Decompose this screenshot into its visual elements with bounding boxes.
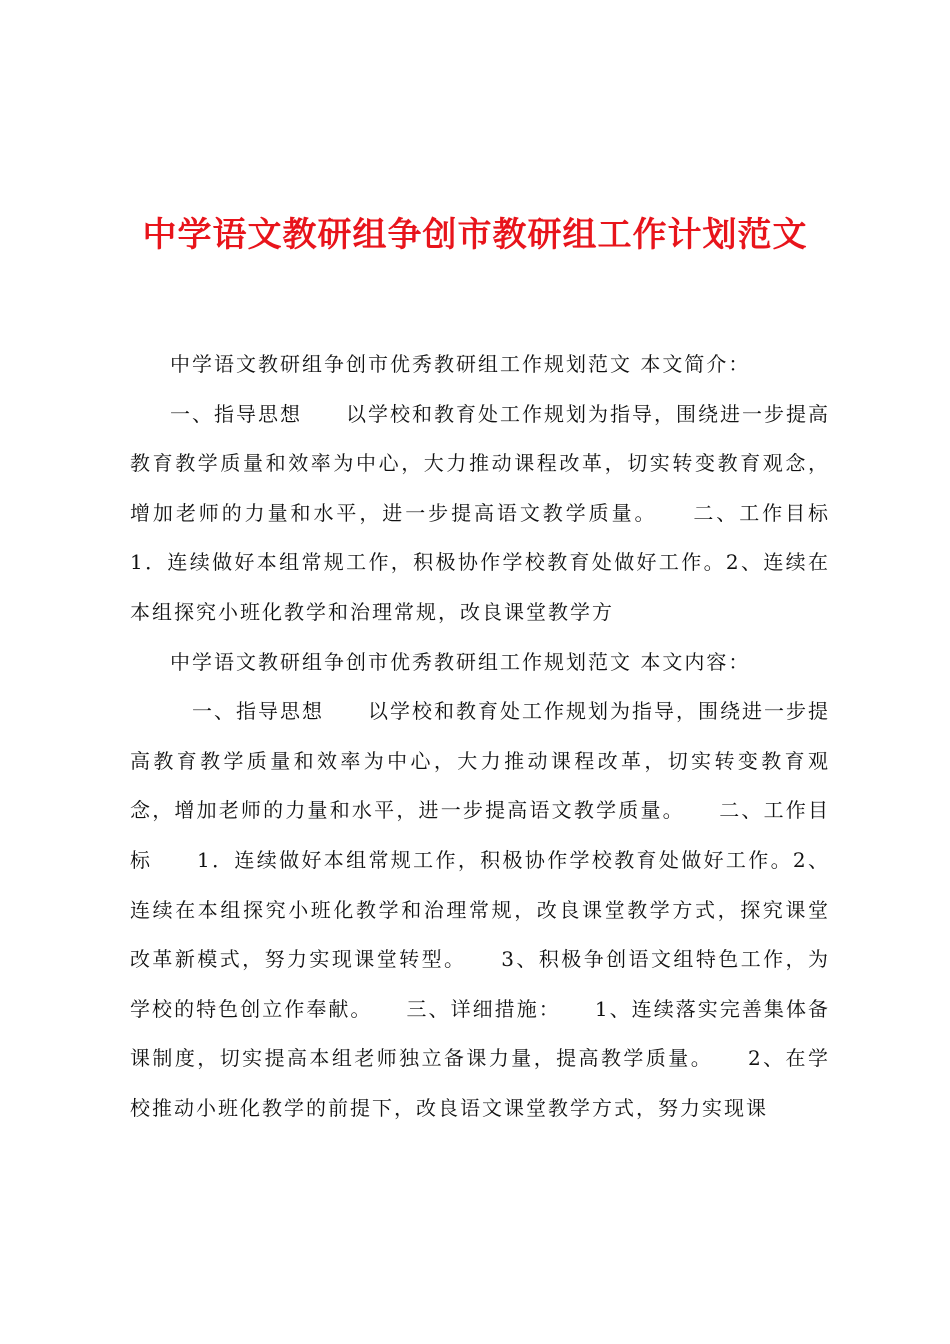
document-title: 中学语文教研组争创市教研组工作计划范文	[142, 215, 808, 255]
summary-paragraph: 一、指导思想 以学校和教育处工作规划为指导，围绕进一步提高教育教学质量和效率为中心，大力推动课程改革，切实转变教育观念，增加老师的力量和水平，进一步提高语文教学质量。 二、工作目标 1．连续做好本组常规工作，积极协作学校教育处做好工作。2、连续在本组探究小班化教学和治理常规，改良课堂教学方	[130, 401, 874, 624]
content-paragraph: 一、指导思想 以学校和教育处工作规划为指导，围绕进一步提高教育教学质量和效率为中心，大力推动课程改革，切实转变教育观念，增加老师的力量和水平，进一步提高语文教学质量。 二、工作目标 1．连续做好本组常规工作，积极协作学校教育处做好工作。2、连续在本组探究小班化教学和治理常规，改良课堂教学方式，探究课堂改革新模式，努力实现课堂转型。 3、积极争创语文组特色工作，为学校的特色创立作奉献。 三、详细措施： 1、连续落实完善集体备课制度，切实提高本组老师独立备课力量，提高教学质量。 2、在学校推动小班化教学的前提下，改良语文课堂教学方式，努力实现课	[130, 699, 830, 1120]
content-heading: 中学语文教研组争创市优秀教研组工作规划范文 本文内容：	[170, 649, 751, 674]
summary-heading: 中学语文教研组争创市优秀教研组工作规划范文 本文简介：	[170, 352, 751, 376]
document-body	[130, 340, 874, 1134]
